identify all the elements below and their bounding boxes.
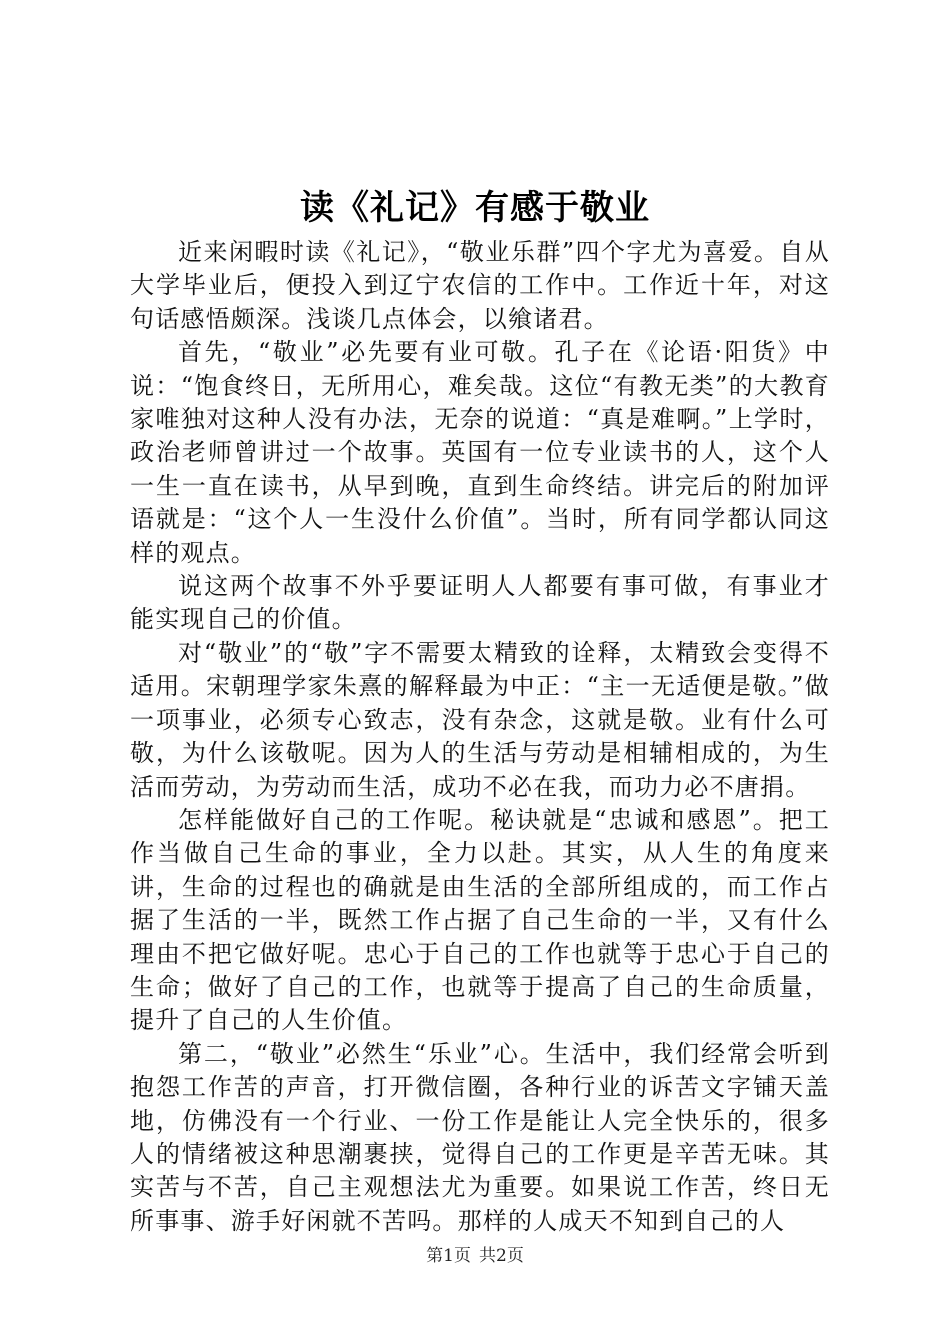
document-body xyxy=(130,236,830,1238)
page-footer xyxy=(0,1244,950,1268)
page-number: 第1页 xyxy=(426,1246,471,1266)
paragraph-2: 首先，“敬业”必先要有业可敬。孔子在《论语·阳货》中说：“饱食终日，无所用心，难矣哉。这位“有教无类”的大教育家唯独对这种人没有办法，无奈的说道：“真是难啊。”上学时，政治老师曾讲过一个故事。英国有一位专业读书的人，这个人一生一直在读书，从早到晚，直到生命终结。讲完后的附加评语就是：“这个人一生没什么价值”。当时，所有同学都认同这样的观点。 xyxy=(130,338,830,567)
paragraph-5: 怎样能做好自己的工作呢。秘诀就是“忠诚和感恩”。把工作当做自己生命的事业，全力以赴。其实，从人生的角度来讲，生命的过程也的确就是由生活的全部所组成的，而工作占据了生活的一半，既然工作占据了自己生命的一半，又有什么理由不把它做好呢。忠心于自己的工作也就等于忠心于自己的生命；做好了自己的工作，也就等于提高了自己的生命质量，提升了自己的人生价值。 xyxy=(130,805,830,1035)
paragraph-3: 说这两个故事不外乎要证明人人都要有事可做，有事业才能实现自己的价值。 xyxy=(130,572,830,634)
paragraph-1: 近来闲暇时读《礼记》，“敬业乐群”四个字尤为喜爱。自从大学毕业后，便投入到辽宁农信的工作中。工作近十年，对这句话感悟颇深。浅谈几点体会，以飨诸君。 xyxy=(130,238,830,333)
document-title: 读《礼记》有感于敬业 xyxy=(300,188,650,228)
paragraph-6: 第二，“敬业”必然生“乐业”心。生活中，我们经常会听到抱怨工作苦的声音，打开微信圈，各种行业的诉苦文字铺天盖地，仿佛没有一个行业、一份工作是能让人完全快乐的，很多人的情绪被这种思潮裹挟，觉得自己的工作更是辛苦无味。其实苦与不苦，自己主观想法尤为重要。如果说工作苦，终日无所事事、游手好闲就不苦吗。那样的人成天不知到自己的人 xyxy=(130,1039,830,1235)
page-count: 共2页 xyxy=(479,1246,524,1266)
paragraph-4: 对“敬业”的“敬”字不需要太精致的诠释，太精致会变得不适用。宋朝理学家朱熹的解释最为中正：“主一无适便是敬。”做一项事业，必须专心致志，没有杂念，这就是敬。业有什么可敬，为什么该敬呢。因为人的生活与劳动是相辅相成的，为生活而劳动，为劳动而生活，成功不必在我，而功力必不唐捐。 xyxy=(130,638,830,801)
